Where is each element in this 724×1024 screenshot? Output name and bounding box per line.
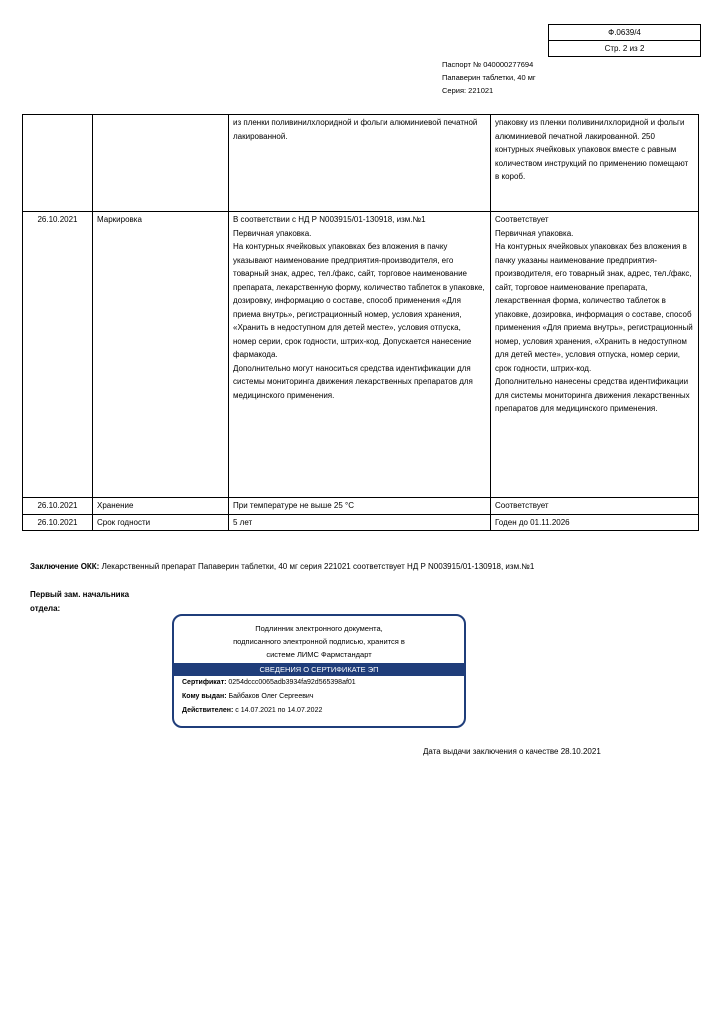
batch-number: Серия: 221021 — [442, 86, 494, 95]
stamp-line: подписанного электронной подписью, хранится в — [233, 637, 405, 646]
table-row — [23, 115, 699, 212]
result-text: Соответствует — [495, 215, 549, 224]
result-text: Дополнительно нанесены средства идентификации для системы мониторинга движения лекарственных препаратов для медицинского применения. — [495, 377, 690, 413]
indicator-cell: Маркировка — [93, 212, 229, 498]
result-text: Первичная упаковка. — [495, 228, 574, 238]
validity-label: Действителен: — [182, 707, 234, 714]
passport-info — [442, 58, 536, 97]
requirement-text: Первичная упаковка. — [233, 228, 312, 238]
requirement-cell — [229, 115, 491, 212]
requirement-text: На контурных ячейковых упаковках без вложения в пачку указывают наименование предприятия-производителя, его товарный знак, адрес, тел./факс, сайт, торговое наименование препарата, лекарственную форму, количество таблеток в упаковке, дозировку, информацию о составе, способ применения «Для приема внутрь», регистрационный номер, условия хранения, «Хранить в недоступном для детей месте», условия отпуска, номер серии, срок годности, штрих-код. Допускается нанесение фармакода. — [233, 242, 485, 359]
requirement-cell — [229, 212, 491, 498]
stamp-header — [174, 616, 464, 661]
issued-to-value: Байбаков Олег Сергеевич — [226, 693, 314, 700]
result-text: Соответствует — [495, 501, 549, 510]
requirement-text: 5 лет — [233, 517, 253, 527]
requirement-text: При температуре не выше 25 °C — [233, 501, 354, 510]
conclusion-label: Заключение ОКК: — [30, 562, 100, 571]
table-row — [23, 498, 699, 515]
requirement-text: из пленки поливинилхлоридной и фольги алюминиевой печатной лакированной. — [233, 118, 478, 141]
date-cell: 26.10.2021 — [23, 514, 93, 531]
requirement-cell — [229, 514, 491, 531]
issue-date: Дата выдачи заключения о качестве 28.10.2021 — [423, 747, 601, 756]
signatory-dept: отдела: — [30, 603, 61, 613]
certificate-label: Сертификат: — [182, 679, 227, 686]
signatory — [30, 588, 129, 615]
form-code: Ф.0639/4 — [608, 28, 641, 37]
validity-value: с 14.07.2021 по 14.07.2022 — [233, 707, 323, 714]
requirement-cell — [229, 498, 491, 515]
date-cell — [23, 115, 93, 212]
product-name: Папаверин таблетки, 40 мг — [442, 73, 536, 82]
passport-number: Паспорт № 040000277694 — [442, 60, 534, 69]
stamp-line: системе ЛИМС Фармстандарт — [266, 650, 372, 659]
result-text: Годен до 01.11.2026 — [495, 517, 570, 527]
issued-to-row — [174, 690, 464, 704]
requirement-text: Дополнительно могут наноситься средства идентификации для системы мониторинга движения лекарственных препаратов для медицинского применения. — [233, 363, 473, 400]
certificate-row — [174, 676, 464, 690]
indicator-cell: Хранение — [93, 498, 229, 515]
result-cell — [491, 514, 699, 531]
indicator-cell: Срок годности — [93, 514, 229, 531]
result-text: На контурных ячейковых упаковках без вложения в пачку указаны наименование предприятия-производителя, его товарный знак, адрес, тел./факс, сайт, торговое наименование препарата, лекарственная форма, количество таблеток в упаковке, дозировка, информация о составе, способ применения «Для приема внутрь», регистрационный номер, условия хранения, «Хранить в недоступном для детей месте», условия отпуска, номер серии, срок годности, штрих-код. — [495, 242, 693, 373]
signatory-title: Первый зам. начальника — [30, 590, 130, 599]
date-cell: 26.10.2021 — [23, 498, 93, 515]
issued-to-label: Кому выдан: — [182, 693, 227, 700]
date-cell: 26.10.2021 — [23, 212, 93, 498]
validity-row — [174, 704, 464, 718]
electronic-signature-stamp — [172, 614, 466, 728]
result-text: упаковку из пленки поливинилхлоридной и фольги алюминиевой печатной лакированной. 250 контурных ячейковых упаковок вместе с равным количеством инструкций по применению помещают в короб. — [495, 118, 689, 181]
page-number: Стр. 2 из 2 — [549, 40, 700, 56]
qc-conclusion — [30, 560, 590, 574]
result-cell — [491, 115, 699, 212]
stamp-line: Подлинник электронного документа, — [255, 624, 383, 633]
result-cell — [491, 498, 699, 515]
indicator-cell — [93, 115, 229, 212]
requirement-text: В соответствии с НД Р N003915/01-130918, изм.№1 — [233, 215, 426, 224]
test-results-table — [22, 114, 699, 531]
table-row — [23, 212, 699, 498]
stamp-band: СВЕДЕНИЯ О СЕРТИФИКАТЕ ЭП — [174, 663, 464, 676]
table-row — [23, 514, 699, 531]
result-cell — [491, 212, 699, 498]
certificate-value: 0254dccc0065adb3934fa92d565398af01 — [226, 679, 356, 686]
conclusion-text: Лекарственный препарат Папаверин таблетки, 40 мг серия 221021 соответствует НД Р N003915/01-130918, изм.№1 — [99, 562, 535, 571]
form-code-box — [548, 24, 701, 57]
